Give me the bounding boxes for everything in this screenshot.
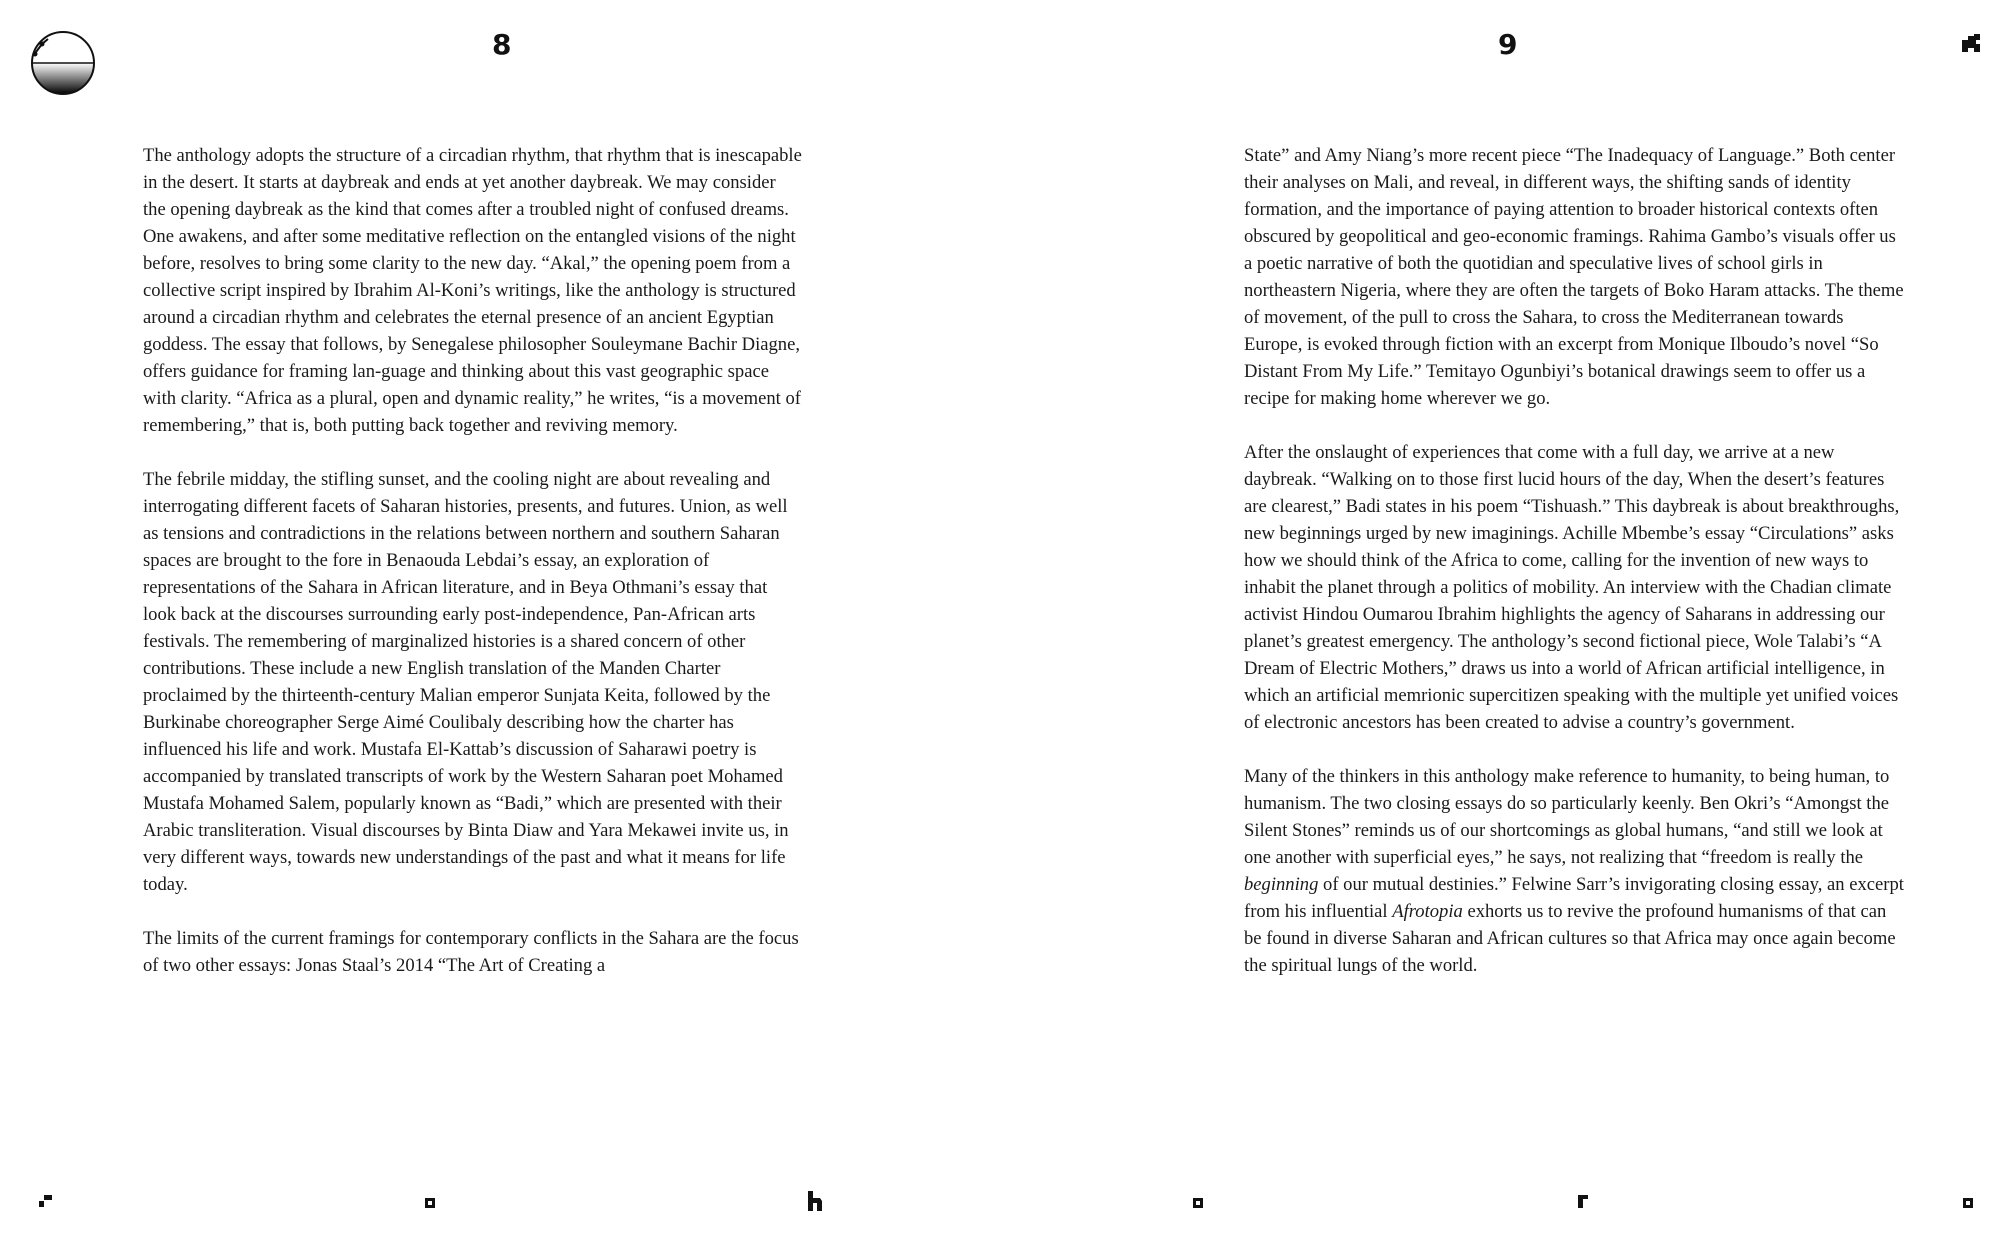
abstract-glyph-icon [1960,32,1982,54]
page-number-right: 9 [1498,28,1518,61]
pixel-glyph-icon [1190,1190,1206,1212]
paragraph: The limits of the current framings for contemporary conflicts in the Sahara are the focus of two other essays: Jonas Staal’s 2014 “The Art of Creating a [143,928,799,976]
pixel-glyph-icon [1960,1190,1976,1212]
paragraph: The febrile midday, the stifling sunset, and the cooling night are about revealing and interrogating different facets of Saharan histories, presents, and futures. Union, as well as tensions and contradictions in the relations between northern and southern Saharan spaces are brought to the fore in Benaouda Lebdai’s essay, an exploration of representations of the Sahara in African literature, and in Beya Othmani’s essay that look back at the discourses surrounding early post-independence, Pan-African arts festivals. The remembering of marginalized histories is a shared concern of other contributions. These include a new English translation of the Manden Charter proclaimed by the thirteenth-century Malian emperor Sunjata Keita, followed by the Burkinabe choreographer Serge Aimé Coulibaly describing how the charter has influenced his life and work. Mustafa El-Kattab’s discussion of Saharawi poetry is accompanied by translated transcripts of work by the Western Saharan poet Mohamed Mustafa Mohamed Salem, popularly known as “Badi,” which are presented with their Arabic transliteration. Visual discourses by Binta Diaw and Yara Mekawei invite us, in very different ways, towards new understandings of the past and what it means for life today. [143,469,789,895]
paragraph [1244,763,1904,979]
right-page-text [1244,142,1904,979]
left-page-text [143,142,803,979]
pixel-glyph-icon [806,1190,824,1212]
italic-title: Afrotopia [1392,901,1463,922]
paragraph: After the onslaught of experiences that come with a full day, we arrive at a new daybreak. “Walking on to those first lucid hours of the day, When the desert’s features are clearest,” Badi states in his poem “Tishuash.” This daybreak is about breakthroughs, new beginnings urged by new imaginings. Achille Mbembe’s essay “Circulations” asks how we should think of the Africa to come, calling for the invention of new ways to inhabit the planet through a politics of mobility. An interview with the Chadian climate activist Hindou Oumarou Ibrahim highlights the agency of Saharans in addressing our planet’s greatest emergency. The anthology’s second fictional piece, Wole Talabi’s “A Dream of Electric Mothers,” draws us into a world of African artificial intelligence, in which an artificial memrionic supercitizen speaking with the multiple yet unified voices of electronic ancestors has been created to advise a country’s government. [1244,442,1900,733]
paragraph: The anthology adopts the structure of a circadian rhythm, that rhythm that is inescapable in the desert. It starts at daybreak and ends at yet another daybreak. We may consider the opening daybreak as the kind that comes after a troubled night of confused dreams. One awakens, and after some meditative reflection on the entangled visions of the night before, resolves to bring some clarity to the new day. “Akal,” the opening poem from a collective script inspired by Ibrahim Al-Koni’s writings, like the anthology is structured around a circadian rhythm and celebrates the eternal presence of an ancient Egyptian goddess. The essay that follows, by Senegalese philosopher Souleymane Bachir Diagne, offers guidance for framing lan-guage and thinking about this vast geographic space with clarity. “Africa as a plural, open and dynamic reality,” he writes, “is a movement of remembering,” that is, both putting back together and reviving memory. [143,145,802,436]
pixel-glyph-icon [1576,1190,1590,1212]
page-number-left: 8 [492,28,512,61]
half-shaded-circle-logo-icon [30,30,96,96]
text-run: Many of the thinkers in this anthology make reference to humanity, to being human, to humanism. The two closing essays do so particularly keenly. Ben Okri’s “Amongst the Silent Stones” reminds us of our shortcomings as global humans, “and still we look at one another with superficial eyes,” he says, not realizing that “freedom is really the [1244,766,1890,868]
text-run: exhorts us to revive the profound humanisms of that can be found in diverse Saharan and African cultures so that Africa may once again become the spiritual lungs of the world. [1244,901,1896,976]
pixel-glyph-icon [38,1190,54,1212]
italic-text: beginning [1244,874,1319,895]
pixel-glyph-icon [422,1190,438,1212]
paragraph: State” and Amy Niang’s more recent piece “The Inadequacy of Language.” Both center their analyses on Mali, and reveal, in different ways, the shifting sands of identity formation, and the importance of paying attention to broader historical contexts often obscured by geopolitical and geo-economic framings. Rahima Gambo’s visuals offer us a poetic narrative of both the quotidian and speculative lives of school girls in northeastern Nigeria, where they are often the targets of Boko Haram attacks. The theme of movement, of the pull to cross the Sahara, to cross the Mediterranean towards Europe, is evoked through fiction with an excerpt from Monique Ilboudo’s novel “So Distant From My Life.” Temitayo Ogunbiyi’s botanical drawings seem to offer us a recipe for making home wherever we go. [1244,145,1904,409]
text-run: of our mutual destinies.” Felwine Sarr’s invigorating closing essay, an excerpt from his influential [1244,874,1904,922]
